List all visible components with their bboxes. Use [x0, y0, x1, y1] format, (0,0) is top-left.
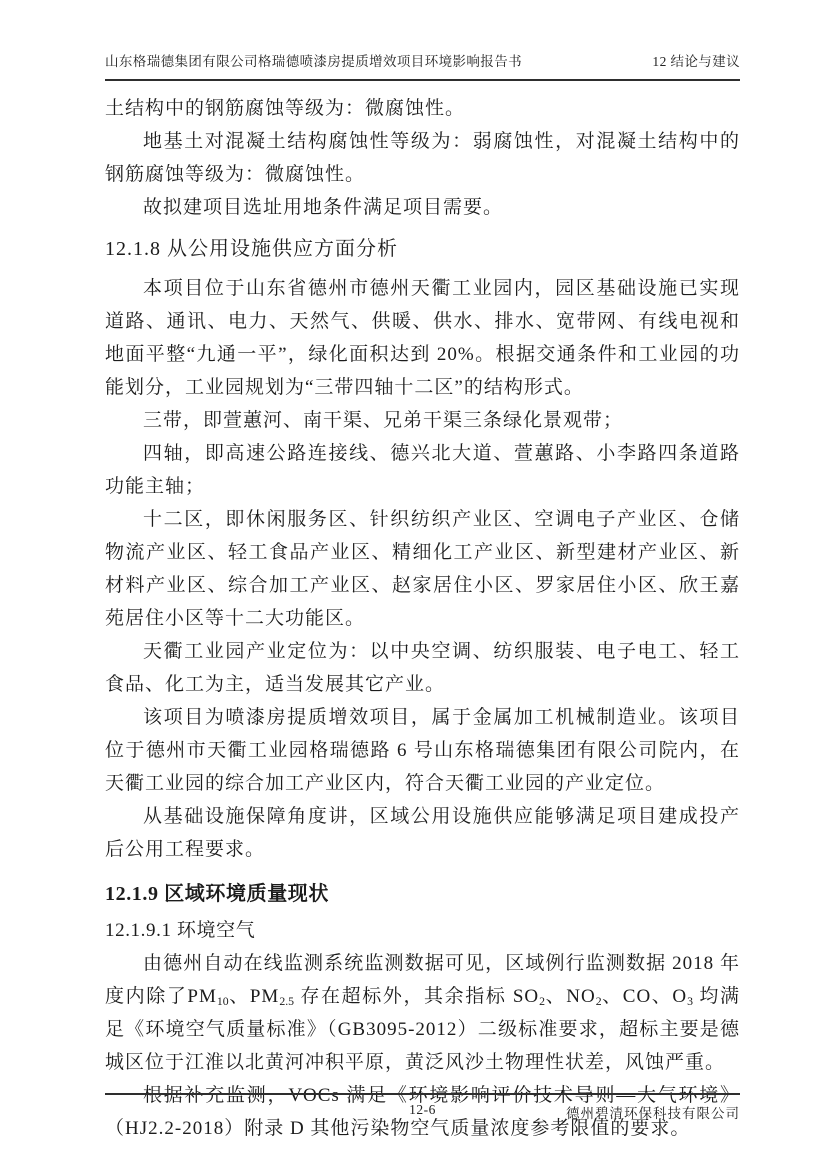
paragraph: 三带，即萱蕙河、南干渠、兄弟干渠三条绿化景观带；	[143, 410, 624, 431]
paragraph: 由德州自动在线监测系统监测数据可见，区域例行监测数据 2018 年度内除了$PM_{10}$、$PM_{2.5}$ 存在超标外，其余指标 $SO_2$、$NO_2$、CO、$O_3$ 均满足《环境空气质量标准》（GB3095-2012）二级标准要求，超标主要是德城区位于江淮以北黄河冲积平原，黄泛风沙土物理性状差，风蚀严重。	[105, 953, 740, 1073]
section-heading: 12.1.8 从公用设施供应方面分析	[105, 238, 398, 260]
paragraph: 四轴，即高速公路连接线、德兴北大道、萱蕙路、小李路四条道路功能主轴；	[105, 443, 740, 497]
page-header	[105, 50, 740, 81]
page-footer	[105, 1093, 740, 1122]
paragraph: 土结构中的钢筋腐蚀等级为：微腐蚀性。	[105, 98, 466, 119]
document-body	[105, 92, 740, 1145]
paragraph: 故拟建项目选址用地条件满足项目需要。	[143, 197, 504, 218]
paragraph: 十二区，即休闲服务区、针织纺织产业区、空调电子产业区、仓储物流产业区、轻工食品产业区、精细化工产业区、新型建材产业区、新材料产业区、综合加工产业区、赵家居住小区、罗家居住小区、欣王嘉苑居住小区等十二大功能区。	[105, 509, 740, 629]
header-chapter-label: 12 结论与建议	[652, 54, 740, 69]
paragraph: 根据补充监测，VOCs 满足《环境影响评价技术导则—大气环境》（HJ2.2-2018）附录 D 其他污染物空气质量浓度参考限值的要求。	[105, 1085, 740, 1139]
paragraph: 地基土对混凝土结构腐蚀性等级为：弱腐蚀性，对混凝土结构中的钢筋腐蚀等级为：微腐蚀性。	[105, 131, 740, 185]
subsection-heading: 12.1.9.1 环境空气	[105, 920, 256, 941]
paragraph: 本项目位于山东省德州市德州天衢工业园内，园区基础设施已实现道路、通讯、电力、天然气、供暖、供水、排水、宽带网、有线电视和地面平整“九通一平”，绿化面积达到 20%。根据交通条件和工业园的功能划分，工业园规划为“三带四轴十二区”的结构形式。	[105, 278, 740, 398]
header-report-title: 山东格瑞德集团有限公司格瑞德喷漆房提质增效项目环境影响报告书	[105, 54, 522, 69]
paragraph: 从基础设施保障角度讲，区域公用设施供应能够满足项目建成投产后公用工程要求。	[105, 806, 740, 860]
section-heading: 12.1.9 区域环境质量现状	[105, 883, 329, 905]
footer-company-name: 德州碧清环保科技有限公司	[566, 1106, 740, 1121]
paragraph: 天衢工业园产业定位为：以中央空调、纺织服装、电子电工、轻工食品、化工为主，适当发展其它产业。	[105, 641, 740, 695]
page-number: 12-6	[409, 1102, 436, 1117]
paragraph: 该项目为喷漆房提质增效项目，属于金属加工机械制造业。该项目位于德州市天衢工业园格瑞德路 6 号山东格瑞德集团有限公司院内，在天衢工业园的综合加工产业区内，符合天衢工业园的产业定位。	[105, 707, 740, 794]
